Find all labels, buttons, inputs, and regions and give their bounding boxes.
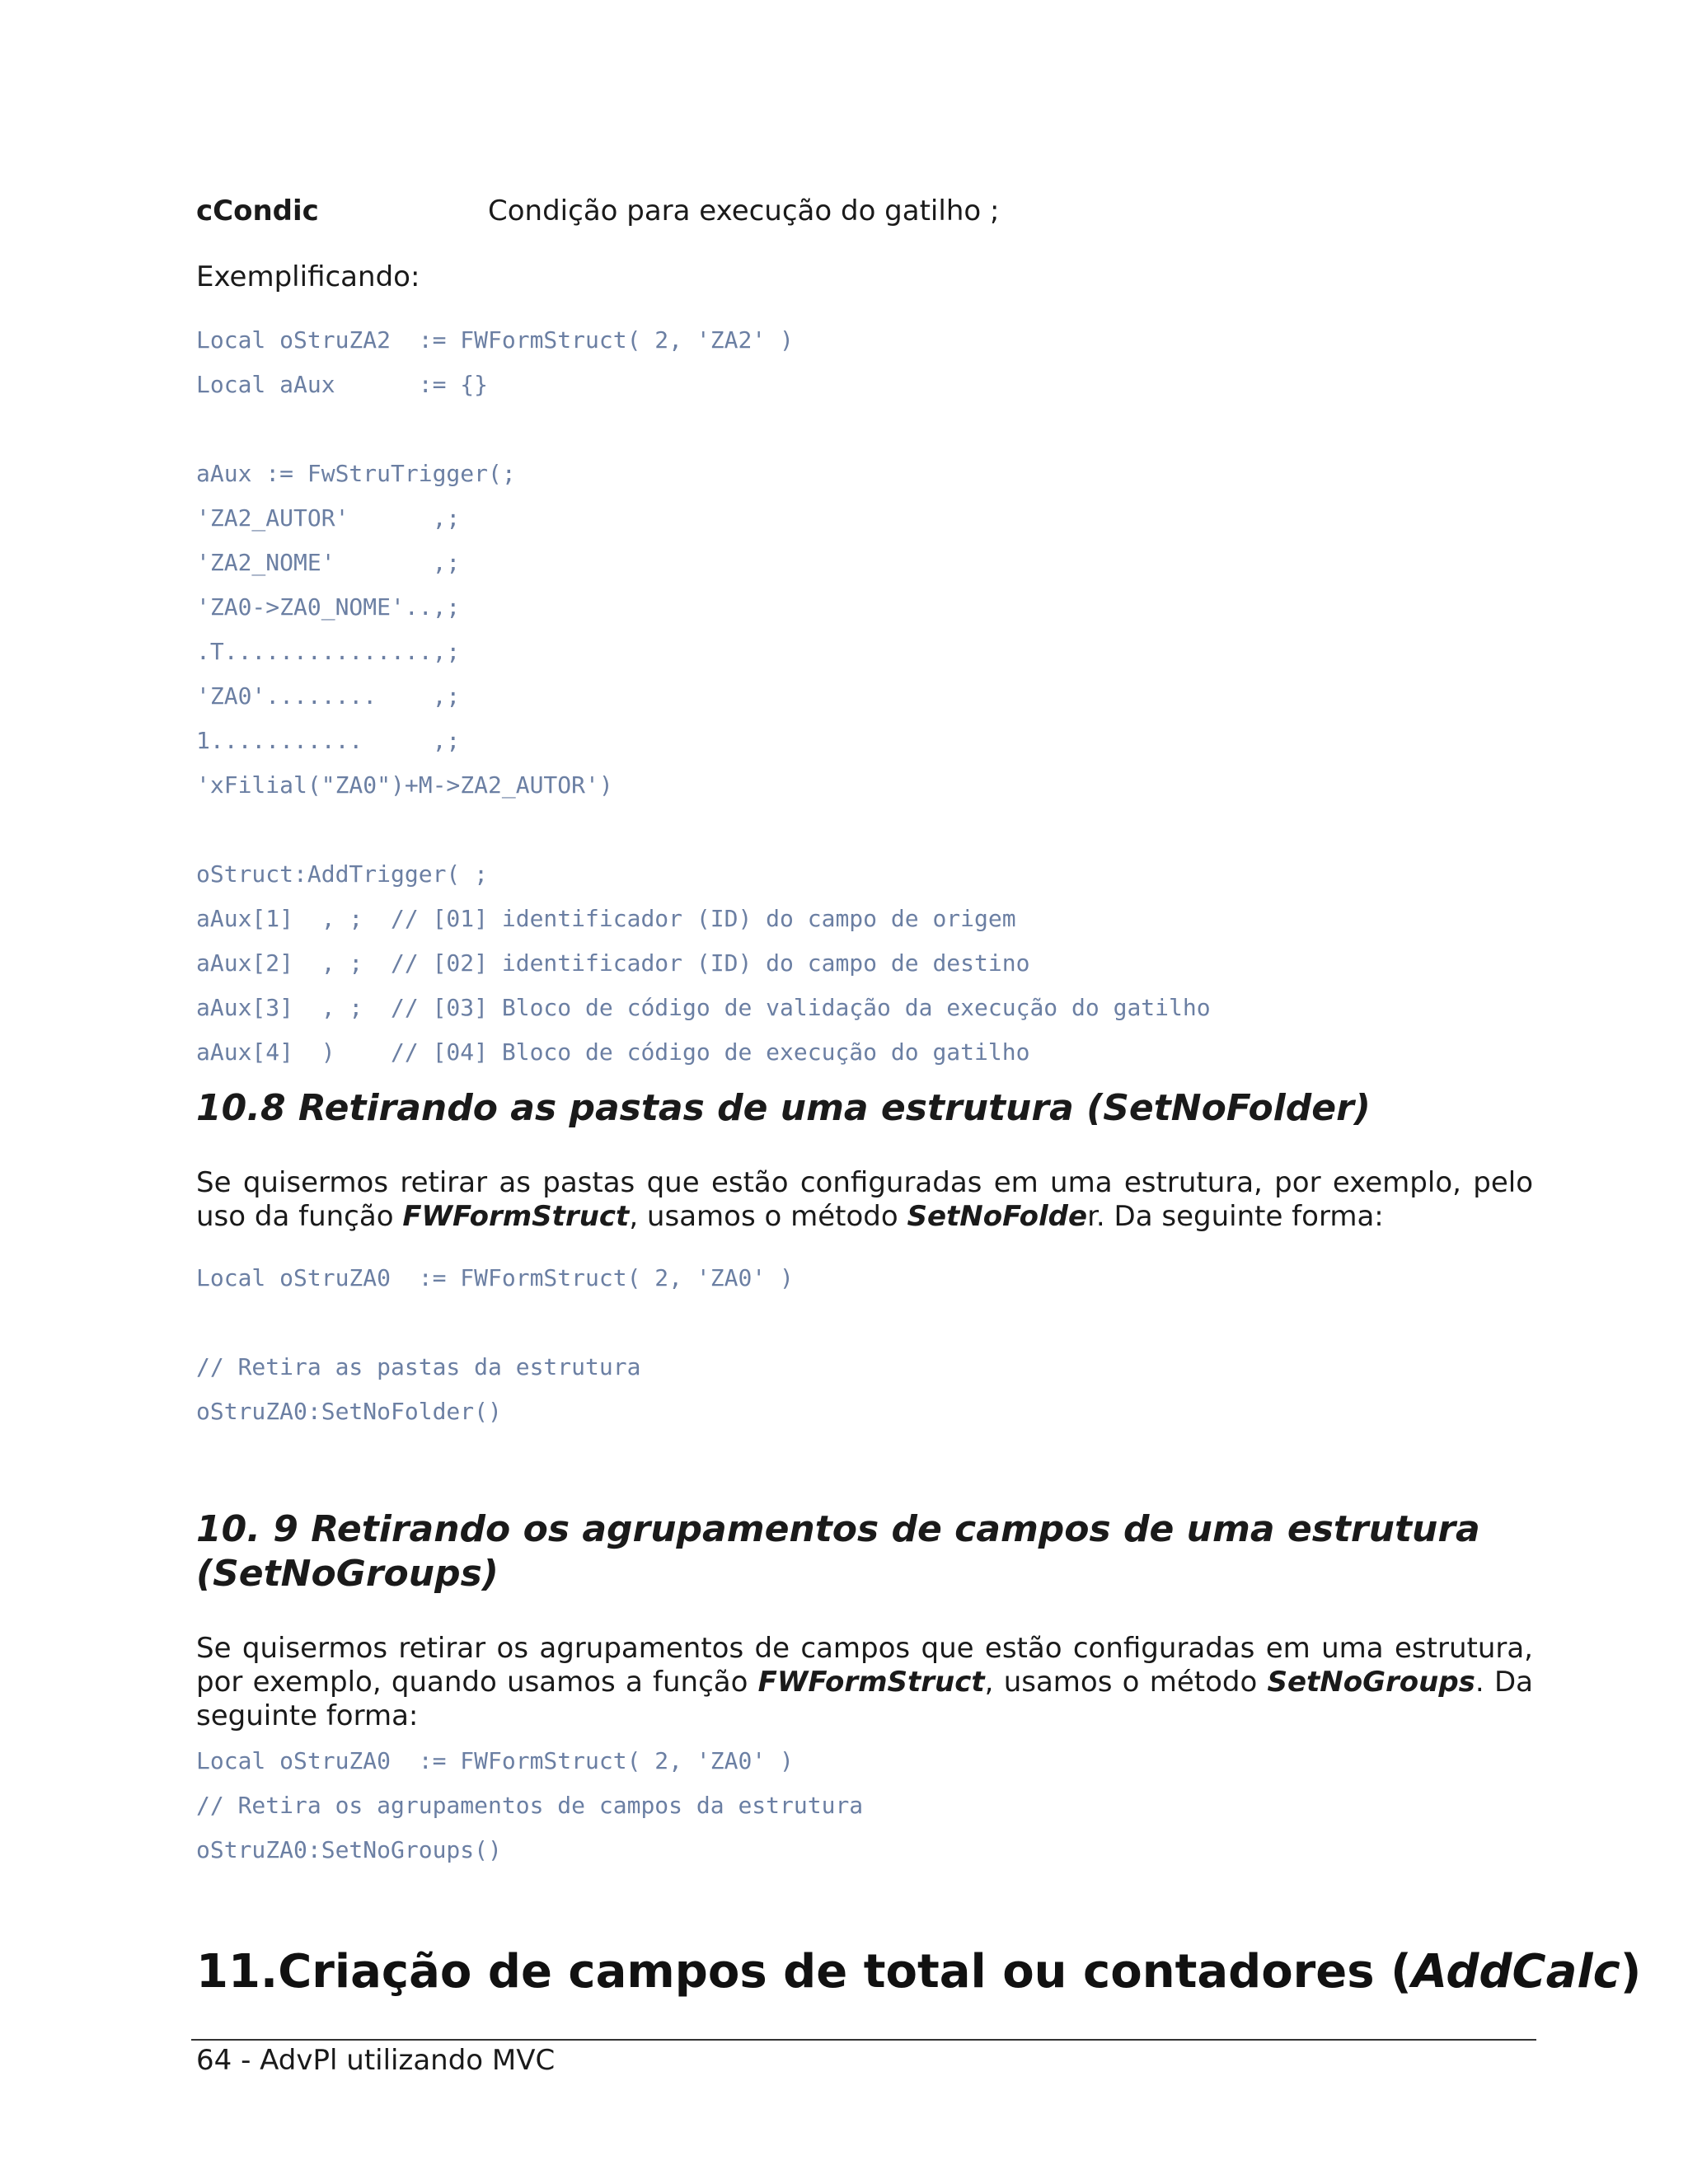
code-line: aAux[4] ) // [04] Bloco de código de execução do gatilho bbox=[196, 1038, 1030, 1066]
paragraph-line: seguinte forma: bbox=[196, 1699, 419, 1732]
code-line: 'ZA2_NOME' ,; bbox=[196, 549, 461, 576]
code-line: 'ZA2_AUTOR' ,; bbox=[196, 504, 461, 532]
function-name: FWFormStruct bbox=[402, 1200, 630, 1233]
paragraph-line: Se quisermos retirar os agrupamentos de campos que estão configuradas em uma estrutura, bbox=[196, 1632, 1533, 1665]
paragraph-line: Se quisermos retirar as pastas que estão configuradas em uma estrutura, por exemplo, pelo bbox=[196, 1166, 1533, 1199]
heading-method: AddCalc bbox=[1411, 1945, 1620, 1999]
paragraph-line bbox=[196, 1666, 1533, 1699]
code-line: Local aAux := {} bbox=[196, 371, 489, 398]
section-heading-10-9-cont: (SetNoGroups) bbox=[196, 1553, 499, 1595]
text-run: . Da bbox=[1475, 1666, 1533, 1699]
code-line: // Retira as pastas da estrutura bbox=[196, 1353, 641, 1380]
text-run: uso da função bbox=[196, 1200, 403, 1233]
chapter-heading-11 bbox=[196, 1945, 1641, 1999]
heading-text: 11.Criação de campos de total ou contadores ( bbox=[196, 1945, 1412, 1999]
text-run: , usamos o método bbox=[984, 1666, 1268, 1699]
text-run: por exemplo, quando usamos a função bbox=[196, 1666, 758, 1699]
function-name: FWFormStruct bbox=[757, 1666, 985, 1699]
text-run: r. Da seguinte forma: bbox=[1087, 1200, 1384, 1233]
paragraph-10-9 bbox=[196, 1632, 1533, 1733]
code-line: aAux[3] , ; // [03] Bloco de código de validação da execução do gatilho bbox=[196, 994, 1211, 1021]
section-heading-10-8: 10.8 Retirando as pastas de uma estrutura (SetNoFolder) bbox=[196, 1087, 1371, 1129]
code-line: Local oStruZA0 := FWFormStruct( 2, 'ZA0' ) bbox=[196, 1264, 794, 1291]
code-line: .T...............,; bbox=[196, 638, 461, 665]
code-line: Local oStruZA0 := FWFormStruct( 2, 'ZA0' ) bbox=[196, 1747, 794, 1774]
param-description: Condição para execução do gatilho ; bbox=[488, 194, 1000, 227]
heading-text: ) bbox=[1620, 1945, 1642, 1999]
method-name: SetNoFolde bbox=[907, 1200, 1088, 1233]
code-line: 'xFilial("ZA0")+M->ZA2_AUTOR') bbox=[196, 771, 613, 799]
code-line: oStruct:AddTrigger( ; bbox=[196, 860, 489, 888]
code-line: aAux := FwStruTrigger(; bbox=[196, 460, 516, 487]
code-line: // Retira os agrupamentos de campos da estrutura bbox=[196, 1792, 864, 1819]
paragraph-10-8 bbox=[196, 1166, 1533, 1234]
code-line: 'ZA0->ZA0_NOME'..,; bbox=[196, 593, 461, 621]
code-line: 1........... ,; bbox=[196, 727, 461, 754]
text-run: , usamos o método bbox=[629, 1200, 907, 1233]
code-line: 'ZA0'........ ,; bbox=[196, 682, 461, 710]
param-name: cCondic bbox=[196, 194, 319, 227]
code-line: oStruZA0:SetNoGroups() bbox=[196, 1836, 502, 1863]
code-line: aAux[2] , ; // [02] identificador (ID) do campo de destino bbox=[196, 949, 1030, 977]
page-footer: 64 - AdvPl utilizando MVC bbox=[196, 2044, 556, 2077]
code-line: oStruZA0:SetNoFolder() bbox=[196, 1398, 502, 1425]
paragraph-line bbox=[196, 1200, 1533, 1234]
example-label: Exemplificando: bbox=[196, 260, 420, 293]
footer-divider bbox=[191, 2039, 1536, 2041]
code-line: Local oStruZA2 := FWFormStruct( 2, 'ZA2' ) bbox=[196, 326, 794, 354]
method-name: SetNoGroups bbox=[1267, 1666, 1475, 1699]
section-heading-10-9: 10. 9 Retirando os agrupamentos de campos de uma estrutura bbox=[196, 1508, 1480, 1550]
code-line: aAux[1] , ; // [01] identificador (ID) do campo de origem bbox=[196, 905, 1016, 932]
